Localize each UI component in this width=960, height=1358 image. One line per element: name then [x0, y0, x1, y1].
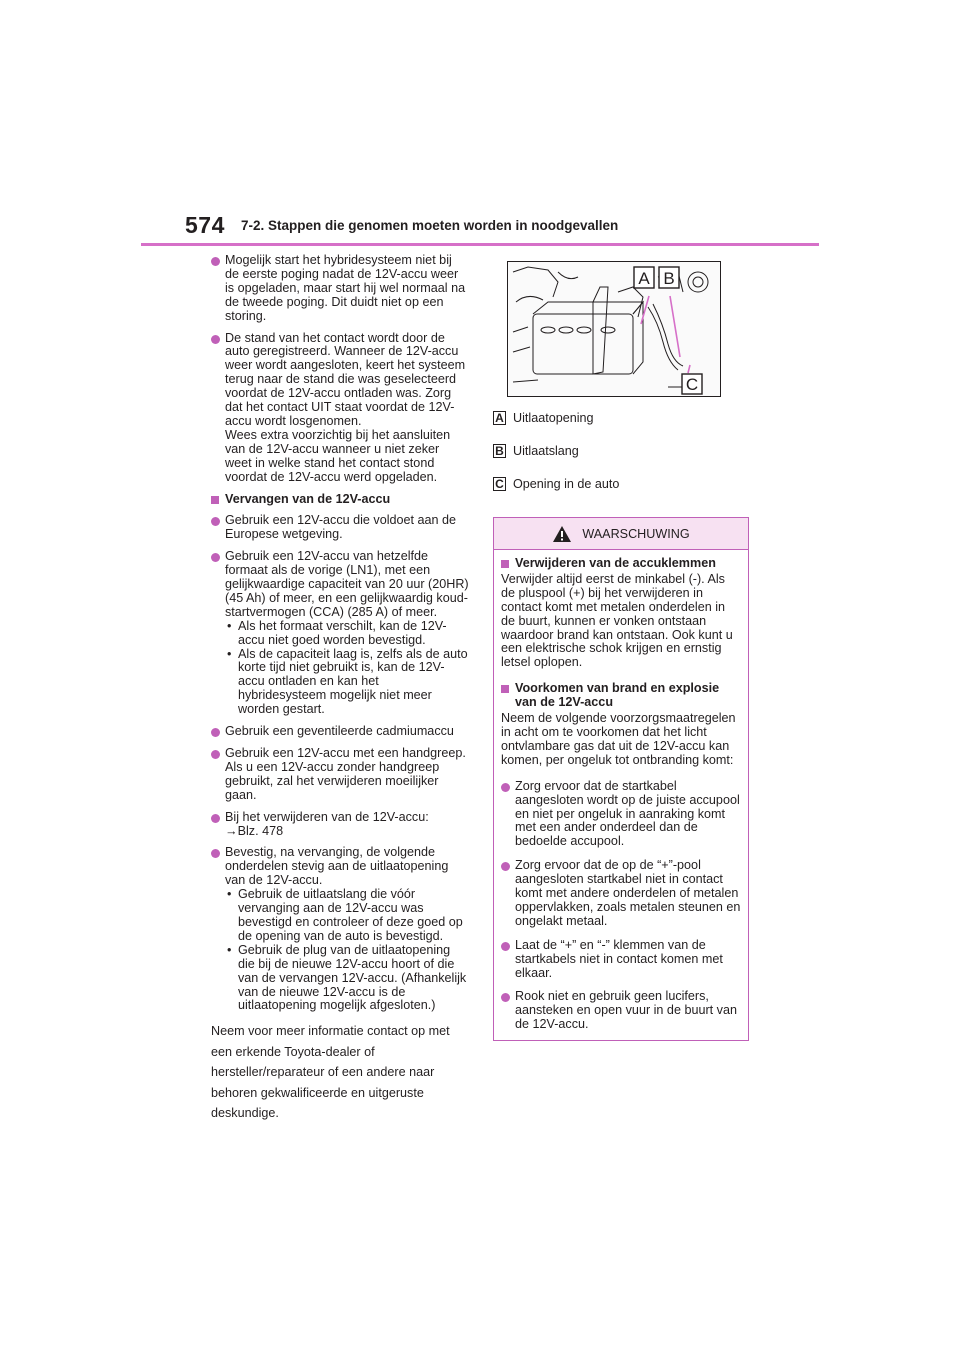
warning-paragraph: Verwijder altijd eerst de minkabel (-). Als de pluspool (+) bij het verwijderen in contact komt met metalen onderdelen in de buurt, kunnen er vonken ontstaan waardoor brand kan ontstaan. Ook kunt u een elektrische schok krijgen en ernstig letsel oplopen.	[501, 571, 733, 670]
bullet-item	[211, 332, 469, 485]
warning-bullet	[501, 780, 742, 850]
bullet-item	[211, 846, 469, 1013]
bullet-item	[211, 725, 469, 739]
warning-triangle-icon	[552, 525, 572, 543]
figure-label-c: C	[685, 375, 699, 394]
bullet-text: Bij het verwijderen van de 12V-accu:	[225, 809, 429, 824]
warning-bullet	[501, 990, 742, 1032]
warning-bullet-text: Zorg ervoor dat de op de “+”-pool aangesloten startkabel niet in contact komt met andere onderdelen of metalen oppervlakken, zoals metalen steunen en ongelakt metaal.	[515, 858, 741, 928]
legend-text: Opening in de auto	[513, 477, 620, 491]
warning-title: WAARSCHUWING	[582, 526, 690, 541]
legend-key: C	[493, 477, 506, 491]
warning-bullet-text: Rook niet en gebruik geen lucifers, aansteken en open vuur in de buurt van de 12V-accu.	[515, 989, 737, 1032]
bullet-text: Gebruik een 12V-accu die voldoet aan de Europese wetgeving.	[225, 513, 457, 542]
figure-label-b: B	[663, 269, 675, 288]
section-title: 7-2. Stappen die genomen moeten worden in noodgevallen	[241, 218, 619, 233]
legend-item-a	[493, 411, 594, 425]
page-number: 574	[185, 212, 225, 238]
bullet-text-extra: Wees extra voorzichtig bij het aansluiten van de 12V-accu wanneer u niet zeker weet in welke stand het contact stond voordat de 12V-accu werd opgeladen.	[225, 427, 451, 484]
legend-key: B	[493, 444, 506, 458]
subheading-text: Vervangen van de 12V-accu	[225, 491, 391, 506]
page-reference-link[interactable]: →Blz. 478	[225, 823, 284, 838]
warning-box	[493, 517, 749, 1041]
header-rule	[141, 243, 819, 246]
warning-subheading	[501, 557, 742, 571]
legend-key: A	[493, 411, 506, 425]
sub-bullet: • Als de capaciteit laag is, zelfs als de auto korte tijd niet gebruikt is, kan de 12V-accu ontladen en kan het hybridesysteem mogelijk niet meer worden gestart.	[225, 648, 469, 718]
warning-body	[494, 550, 748, 1032]
warning-subheading	[501, 682, 742, 710]
bullet-item	[211, 811, 469, 839]
warning-subheading-text: Voorkomen van brand en explosie van de 12V-accu	[515, 681, 720, 710]
legend-text: Uitlaatopening	[513, 411, 594, 425]
bullet-text: Gebruik een 12V-accu van hetzelfde formaat als de vorige (LN1), met een gelijkwaardige capaciteit van 20 uur (20HR) (45 Ah) of meer, en een gelijkwaardig koud-startvermogen (CCA) (285 A) of meer.	[225, 549, 469, 619]
warning-bullet	[501, 859, 742, 929]
bullet-text: Bevestig, na vervanging, de volgende onderdelen stevig aan de uitlaatopening van de 12V-accu.	[225, 845, 449, 888]
sub-bullet: • Als het formaat verschilt, kan de 12V-accu niet goed worden bevestigd.	[225, 620, 469, 648]
sub-bullet: • Gebruik de uitlaatslang die vóór vervanging aan de 12V-accu was bevestigd en controleer of deze goed op de opening van de auto is bevestigd.	[225, 888, 469, 944]
warning-bullet-text: Zorg ervoor dat de startkabel aangesloten wordt op de juiste accupool en niet per ongeluk in aanraking komt met een ander onderdeel dan de bedoelde accupool.	[515, 778, 740, 849]
left-column	[211, 254, 469, 1124]
bullet-text: Gebruik een 12V-accu met een handgreep. Als u een 12V-accu zonder handgreep gebruikt, zal het verwijderen moeilijker gaan.	[225, 746, 466, 802]
sub-bullet: • Gebruik de plug van de uitlaatopening die bij de nieuwe 12V-accu hoort of die van de vervangen 12V-accu. (Afhankelijk van de nieuwe 12V-accu is de uitlaatopening mogelijk afgesloten.)	[225, 944, 469, 1014]
bullet-text: De stand van het contact wordt door de auto geregistreerd. Wanneer de 12V-accu weer wordt aangesloten, keert het systeem terug naar de stand die was geselecteerd voordat de 12V-accu ontladen was. Zorg dat het contact UIT staat voordat de 12V-accu wordt losgenomen.	[225, 330, 466, 428]
bullet-text: Mogelijk start het hybridesysteem niet bij de eerste poging nadat de 12V-accu weer is opgeladen, maar start hij wel normaal na de tweede poging. Dit duidt niet op een storing.	[225, 253, 466, 323]
subheading	[211, 493, 469, 507]
bullet-item	[211, 550, 469, 717]
legend-text: Uitlaatslang	[513, 444, 579, 458]
figure-label-a: A	[638, 269, 650, 288]
warning-header	[494, 518, 748, 550]
warning-subheading-text: Verwijderen van de accuklemmen	[515, 556, 716, 570]
warning-bullet	[501, 939, 742, 981]
warning-bullet-text: Laat de “+” en “-” klemmen van de startkabels niet in contact komen met elkaar.	[515, 937, 723, 980]
battery-illustration	[507, 261, 721, 397]
bullet-text: Gebruik een geventileerde cadmiumaccu	[225, 724, 454, 739]
bullet-item	[211, 254, 469, 324]
bullet-item	[211, 514, 469, 542]
closing-paragraph: Neem voor meer informatie contact op met een erkende Toyota-dealer of hersteller/reparateur of een andere naar behoren gekwalificeerde en uitgeruste deskundige.	[211, 1024, 450, 1121]
warning-paragraph: Neem de volgende voorzorgsmaatregelen in acht om te voorkomen dat het licht ontvlambare gas dat uit de 12V-accu kan komen, per ongeluk tot ontbranding komt:	[501, 711, 736, 767]
legend-item-b	[493, 444, 579, 458]
legend-item-c	[493, 477, 619, 491]
battery-drawing	[508, 262, 719, 395]
bullet-item	[211, 747, 469, 803]
